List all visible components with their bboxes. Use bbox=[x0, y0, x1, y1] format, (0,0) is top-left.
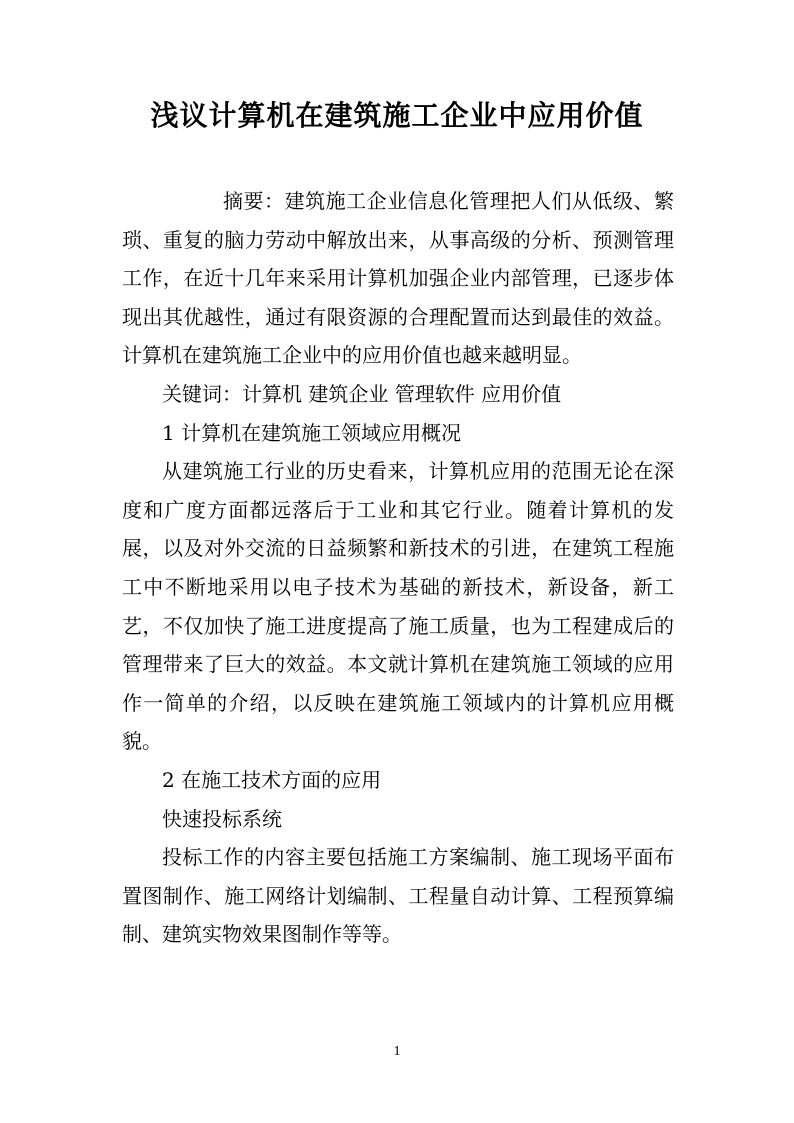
document-body bbox=[122, 182, 674, 954]
subsection-heading: 快速投标系统 bbox=[162, 806, 282, 831]
abstract-paragraph: 摘要：建筑施工企业信息化管理把人们从低级、繁琐、重复的脑力劳动中解放出来，从事高级的分析、预测管理工作，在近十几年来采用计算机加强企业内部管理，已逐步体现出其优越性，通过有限资源的合理配置而达到最佳的效益。计算机在建筑施工企业中的应用价值也越来越明显。 bbox=[122, 189, 674, 368]
section-1-paragraph: 从建筑施工行业的历史看来，计算机应用的范围无论在深度和广度方面都远落后于工业和其它行业。随着计算机的发展，以及对外交流的日益频繁和新技术的引进，在建筑工程施工中不断地采用以电子技术为基础的新技术，新设备，新工艺，不仅加快了施工进度提高了施工质量，也为工程建成后的管理带来了巨大的效益。本文就计算机在建筑施工领域的应用作一简单的介绍，以反映在建筑施工领域内的计算机应用概貌。 bbox=[122, 459, 674, 754]
document-title: 浅议计算机在建筑施工企业中应用价值 bbox=[150, 99, 644, 132]
page-number: 1 bbox=[393, 1044, 401, 1059]
section-2-heading: 2 在施工技术方面的应用 bbox=[162, 767, 382, 792]
keywords-line: 关键词：计算机 建筑企业 管理软件 应用价值 bbox=[162, 381, 562, 406]
section-1-heading: 1 计算机在建筑施工领域应用概况 bbox=[162, 420, 462, 445]
subsection-paragraph: 投标工作的内容主要包括施工方案编制、施工现场平面布置图制作、施工网络计划编制、工程量自动计算、工程预算编制、建筑实物效果图制作等等。 bbox=[122, 845, 674, 947]
